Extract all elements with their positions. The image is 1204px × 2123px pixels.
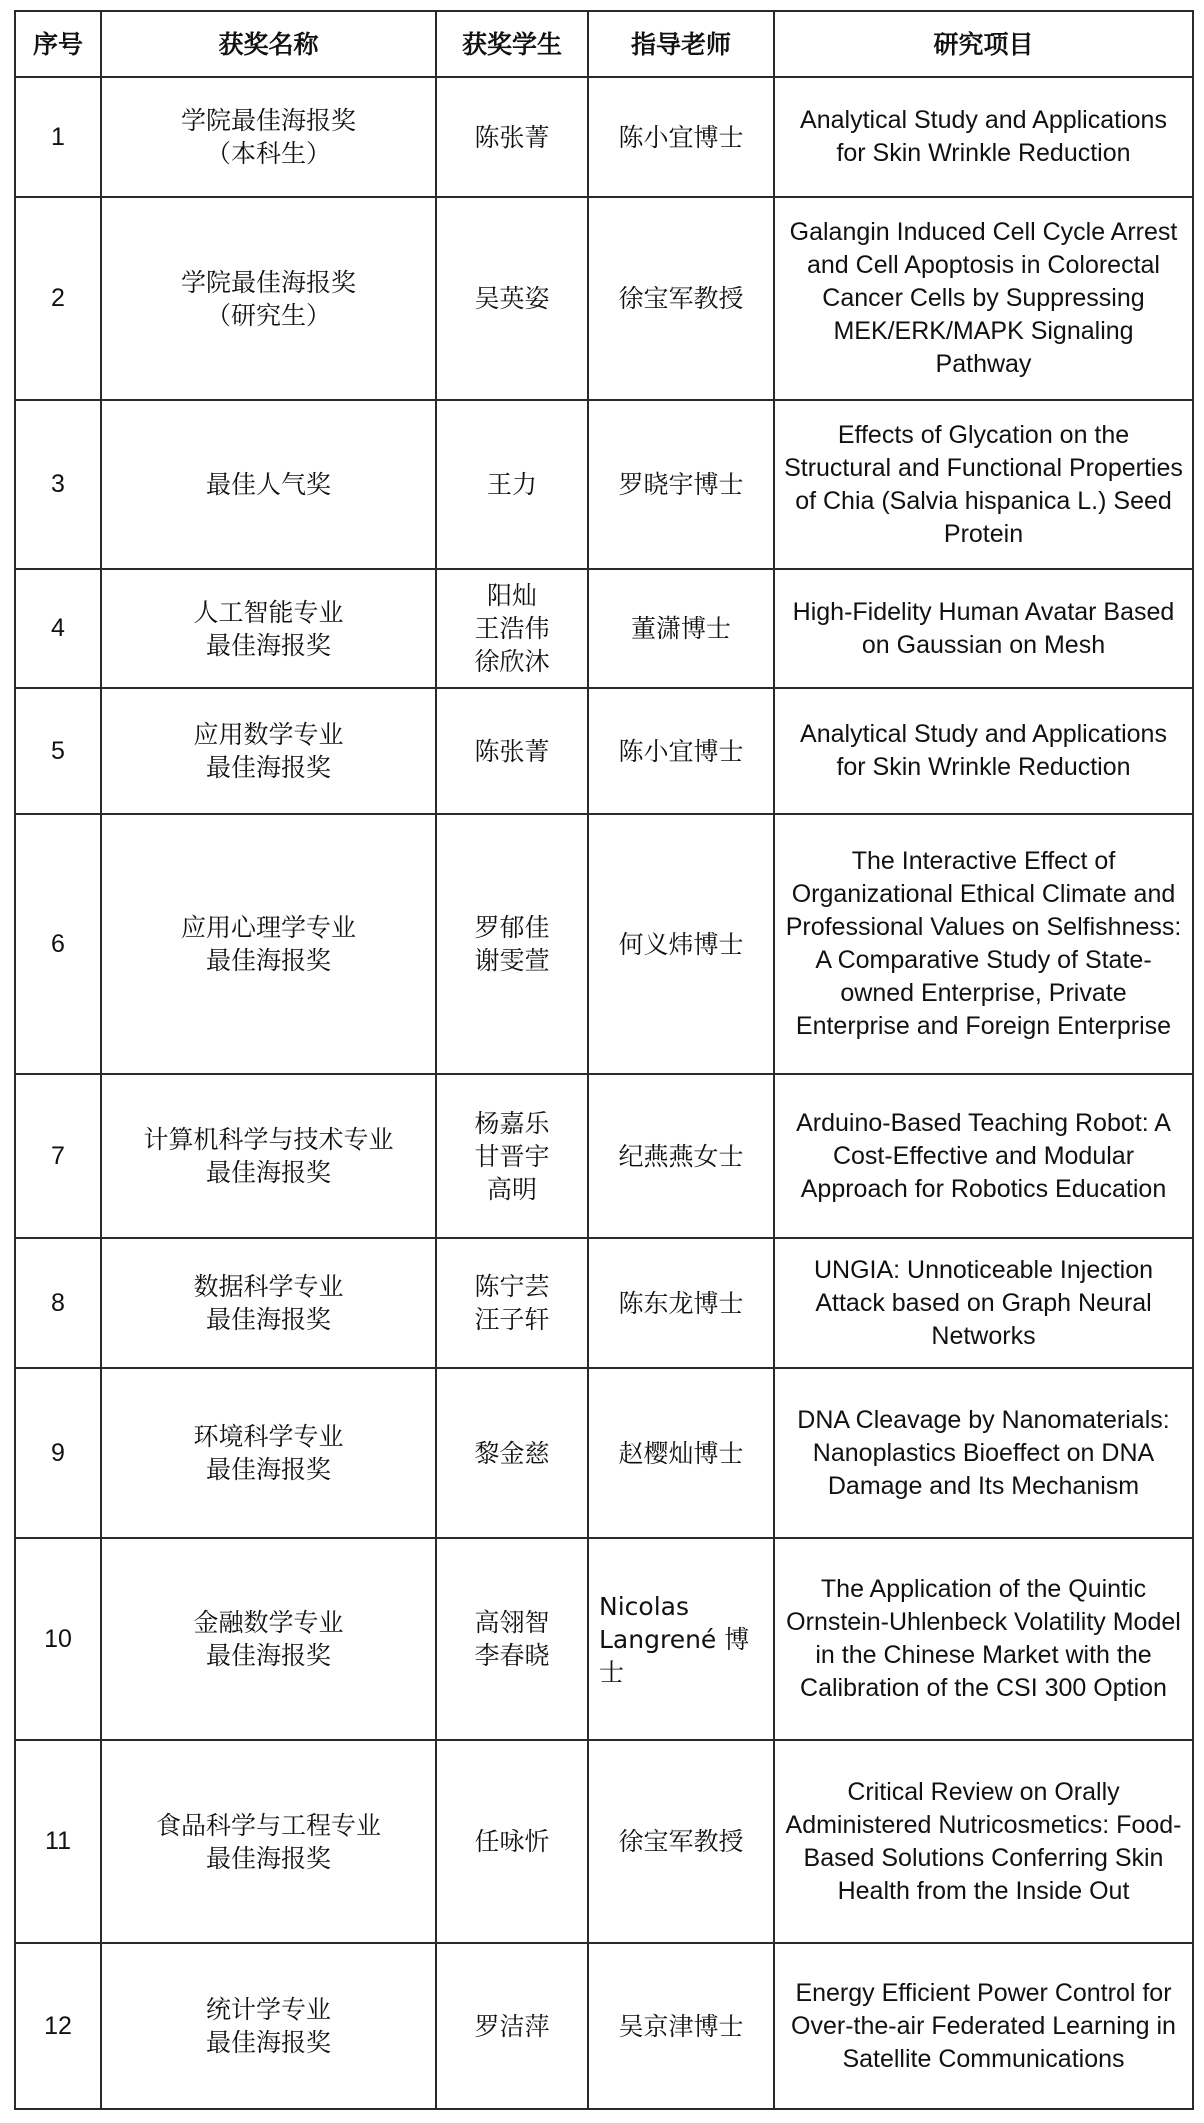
cell-students <box>436 1368 588 1538</box>
cell-advisor: Nicolas Langrené 博士 <box>588 1538 774 1740</box>
cell-number: 11 <box>15 1740 101 1943</box>
header-award-name: 获奖名称 <box>101 11 436 77</box>
cell-number: 5 <box>15 688 101 814</box>
cell-students <box>436 1943 588 2109</box>
cell-advisor: 赵樱灿博士 <box>588 1368 774 1538</box>
student-name: 陈张菁 <box>474 122 550 152</box>
award-name-line: 最佳海报奖 <box>205 630 331 660</box>
table-row <box>15 688 1193 814</box>
cell-research-project: Critical Review on Orally Administered Nutricosmetics: Food-Based Solutions Conferring Skin Health from the Inside Out <box>774 1740 1193 1943</box>
student-name: 王力 <box>486 470 537 499</box>
cell-award-name <box>101 1368 436 1538</box>
student-name: 杨嘉乐 <box>474 1108 550 1138</box>
cell-award-name <box>101 400 436 569</box>
table-row <box>15 1074 1193 1238</box>
header-number: 序号 <box>15 11 101 77</box>
cell-research-project: The Interactive Effect of Organizational Ethical Climate and Professional Values on Selfishness: A Comparative Study of State-owned Enterprise, Private Enterprise and Foreign Enterprise <box>774 814 1193 1074</box>
cell-award-name <box>101 688 436 814</box>
cell-students <box>436 1074 588 1238</box>
cell-research-project: Effects of Glycation on the Structural and Functional Properties of Chia (Salvia hispanica L.) Seed Protein <box>774 400 1193 569</box>
cell-students <box>436 400 588 569</box>
cell-number: 7 <box>15 1074 101 1238</box>
student-name: 阳灿 <box>486 581 537 610</box>
award-name-line: 计算机科学与技术专业 <box>143 1125 394 1154</box>
award-name-line: 统计学专业 <box>205 1995 331 2024</box>
cell-research-project: Analytical Study and Applications for Skin Wrinkle Reduction <box>774 77 1193 197</box>
award-name-line: 最佳海报奖 <box>205 1158 331 1187</box>
cell-students <box>436 814 588 1074</box>
student-name: 陈张菁 <box>474 736 550 766</box>
cell-students <box>436 688 588 814</box>
cell-number: 8 <box>15 1238 101 1368</box>
cell-number: 10 <box>15 1538 101 1740</box>
award-name-line: （研究生） <box>205 300 331 330</box>
student-name: 徐欣沐 <box>474 647 550 676</box>
cell-research-project: DNA Cleavage by Nanomaterials: Nanoplastics Bioeffect on DNA Damage and Its Mechanism <box>774 1368 1193 1538</box>
table-row <box>15 197 1193 400</box>
cell-advisor: 陈小宜博士 <box>588 77 774 197</box>
cell-number: 3 <box>15 400 101 569</box>
cell-students <box>436 77 588 197</box>
cell-advisor: 陈东龙博士 <box>588 1238 774 1368</box>
award-name-line: 最佳海报奖 <box>205 2028 331 2057</box>
cell-number: 9 <box>15 1368 101 1538</box>
award-name-line: （本科生） <box>205 139 331 168</box>
cell-advisor: 何义炜博士 <box>588 814 774 1074</box>
table-row <box>15 1368 1193 1538</box>
cell-students <box>436 197 588 400</box>
table-row <box>15 1740 1193 1943</box>
cell-research-project: The Application of the Quintic Ornstein-Uhlenbeck Volatility Model in the Chinese Market with the Calibration of the CSI 300 Option <box>774 1538 1193 1740</box>
cell-advisor: 董潇博士 <box>588 569 774 688</box>
cell-number: 2 <box>15 197 101 400</box>
student-name: 王浩伟 <box>474 614 550 643</box>
cell-research-project: UNGIA: Unnoticeable Injection Attack based on Graph Neural Networks <box>774 1238 1193 1368</box>
cell-number: 1 <box>15 77 101 197</box>
cell-research-project: Energy Efficient Power Control for Over-the-air Federated Learning in Satellite Communications <box>774 1943 1193 2109</box>
award-name-line: 最佳海报奖 <box>205 1305 331 1334</box>
cell-advisor: 吴京津博士 <box>588 1943 774 2109</box>
award-name-line: 人工智能专业 <box>193 597 344 627</box>
cell-award-name <box>101 569 436 688</box>
cell-award-name <box>101 814 436 1074</box>
table-row <box>15 400 1193 569</box>
cell-advisor: 徐宝军教授 <box>588 1740 774 1943</box>
student-name: 罗洁萍 <box>474 2011 550 2041</box>
table-row <box>15 1943 1193 2109</box>
header-advisor: 指导老师 <box>588 11 774 77</box>
award-name-line: 数据科学专业 <box>193 1272 344 1301</box>
header-research-project: 研究项目 <box>774 11 1193 77</box>
award-name-line: 最佳海报奖 <box>205 753 331 782</box>
cell-research-project: Galangin Induced Cell Cycle Arrest and Cell Apoptosis in Colorectal Cancer Cells by Suppressing MEK/ERK/MAPK Signaling Pathway <box>774 197 1193 400</box>
award-name-line: 金融数学专业 <box>193 1608 344 1637</box>
cell-students <box>436 1740 588 1943</box>
student-name: 吴英姿 <box>474 284 550 313</box>
cell-award-name <box>101 77 436 197</box>
cell-advisor: 纪燕燕女士 <box>588 1074 774 1238</box>
table-row <box>15 569 1193 688</box>
student-name: 谢雯萱 <box>474 946 550 975</box>
student-name: 李春晓 <box>474 1641 550 1670</box>
cell-number: 4 <box>15 569 101 688</box>
student-name: 汪子轩 <box>474 1305 550 1334</box>
cell-award-name <box>101 1740 436 1943</box>
student-name: 高明 <box>486 1174 537 1204</box>
table-body <box>15 77 1193 2109</box>
award-name-line: 最佳海报奖 <box>205 1843 331 1873</box>
cell-students <box>436 569 588 688</box>
award-name-line: 学院最佳海报奖 <box>180 267 356 297</box>
cell-award-name <box>101 197 436 400</box>
award-name-line: 最佳海报奖 <box>205 1641 331 1670</box>
student-name: 罗郁佳 <box>474 913 550 942</box>
cell-award-name <box>101 1538 436 1740</box>
award-name-line: 食品科学与工程专业 <box>155 1810 381 1840</box>
table-row <box>15 77 1193 197</box>
student-name: 任咏忻 <box>474 1827 550 1856</box>
cell-students <box>436 1238 588 1368</box>
cell-award-name <box>101 1238 436 1368</box>
cell-award-name <box>101 1943 436 2109</box>
student-name: 陈宁芸 <box>474 1272 550 1301</box>
award-name-line: 学院最佳海报奖 <box>180 106 356 135</box>
cell-research-project: High-Fidelity Human Avatar Based on Gaussian on Mesh <box>774 569 1193 688</box>
award-name-line: 应用心理学专业 <box>180 913 356 942</box>
cell-number: 12 <box>15 1943 101 2109</box>
award-name-line: 最佳海报奖 <box>205 946 331 975</box>
table-row <box>15 814 1193 1074</box>
cell-advisor: 罗晓宇博士 <box>588 400 774 569</box>
table-row <box>15 1238 1193 1368</box>
cell-number: 6 <box>15 814 101 1074</box>
award-name-line: 环境科学专业 <box>193 1422 344 1451</box>
header-students: 获奖学生 <box>436 11 588 77</box>
student-name: 高翎智 <box>474 1608 550 1637</box>
cell-award-name <box>101 1074 436 1238</box>
cell-research-project: Arduino-Based Teaching Robot: A Cost-Effective and Modular Approach for Robotics Education <box>774 1074 1193 1238</box>
cell-students <box>436 1538 588 1740</box>
student-name: 黎金慈 <box>474 1438 550 1468</box>
award-name-line: 最佳人气奖 <box>205 470 331 499</box>
award-name-line: 最佳海报奖 <box>205 1455 331 1484</box>
cell-advisor: 徐宝军教授 <box>588 197 774 400</box>
award-name-line: 应用数学专业 <box>193 720 344 749</box>
table-row <box>15 1538 1193 1740</box>
table-header-row <box>15 11 1193 77</box>
awards-table <box>14 10 1194 2110</box>
student-name: 甘晋宇 <box>474 1141 550 1171</box>
cell-advisor: 陈小宜博士 <box>588 688 774 814</box>
cell-research-project: Analytical Study and Applications for Skin Wrinkle Reduction <box>774 688 1193 814</box>
